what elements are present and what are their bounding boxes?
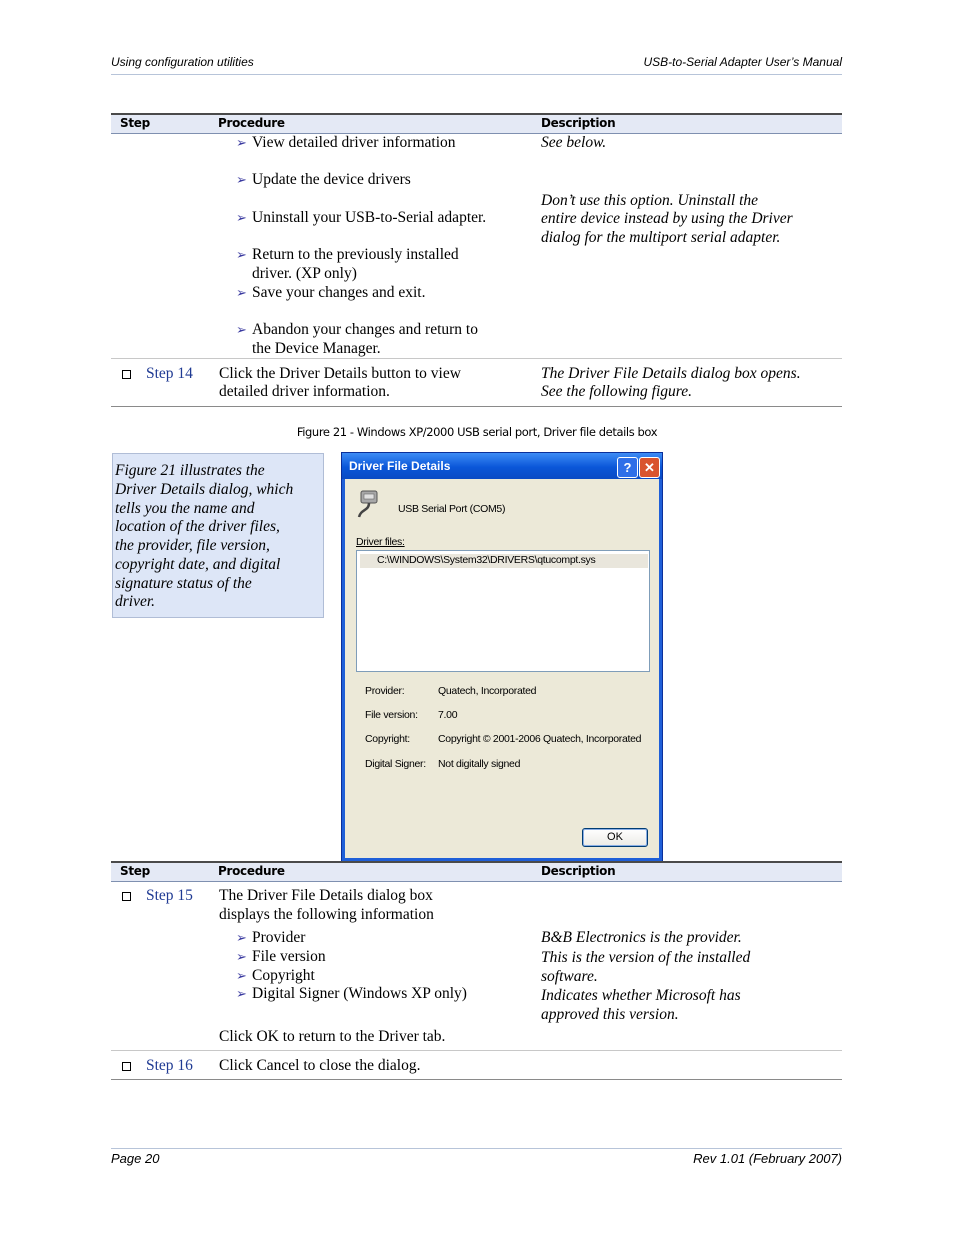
close-button[interactable]: ✕	[639, 457, 660, 478]
arrow-bullet-icon: ➢	[236, 322, 247, 337]
ok-button[interactable]: OK	[582, 828, 648, 847]
col-procedure: Procedure	[218, 116, 285, 130]
signer-label: Digital Signer:	[365, 758, 426, 770]
version-value: 7.00	[438, 709, 458, 721]
step-16-procedure: Click Cancel to close the dialog.	[219, 1057, 421, 1074]
dialog-title: Driver File Details	[349, 459, 451, 473]
step-15-label: Step 15	[146, 887, 193, 904]
sidebar-line: copyright date, and digital	[115, 556, 281, 573]
info-item: Copyright	[252, 967, 315, 984]
option-item: Save your changes and exit.	[252, 284, 426, 301]
revision-info: Rev 1.01 (February 2007)	[693, 1151, 842, 1166]
arrow-bullet-icon: ➢	[236, 135, 247, 150]
sidebar-line: Driver Details dialog, which	[115, 481, 294, 498]
driver-files-list[interactable]	[356, 550, 650, 672]
description-text: Don’t use this option. Uninstall the	[541, 192, 758, 209]
step-15-description: This is the version of the installed	[541, 949, 751, 966]
arrow-bullet-icon: ➢	[236, 247, 247, 262]
arrow-bullet-icon: ➢	[236, 210, 247, 225]
driver-file-details-dialog	[341, 452, 663, 862]
help-button[interactable]: ?	[617, 457, 638, 478]
arrow-bullet-icon: ➢	[236, 968, 247, 983]
step-14-label: Step 14	[146, 365, 193, 382]
col-description: Description	[541, 864, 616, 878]
step-15-procedure: The Driver File Details dialog box	[219, 887, 433, 904]
description-text: See below.	[541, 134, 607, 151]
sidebar-line: tells you the name and	[115, 500, 255, 517]
step-15-description: approved this version.	[541, 1006, 679, 1023]
step-14-description: See the following figure.	[541, 383, 692, 400]
info-item: File version	[252, 948, 326, 965]
signer-value: Not digitally signed	[438, 758, 521, 770]
driver-files-label: Driver files:	[356, 536, 405, 548]
option-item: Abandon your changes and return to	[252, 321, 478, 338]
sidebar-line: location of the driver files,	[115, 518, 280, 535]
running-header-right: USB-to-Serial Adapter User’s Manual	[643, 55, 842, 69]
info-item: Provider	[252, 929, 306, 946]
footer-rule	[111, 1148, 842, 1149]
step-14-procedure: Click the Driver Details button to view	[219, 365, 461, 382]
row-divider	[111, 358, 842, 359]
option-item: Update the device drivers	[252, 171, 411, 188]
header-rule	[111, 74, 842, 75]
step-15-description: B&B Electronics is the provider.	[541, 929, 742, 946]
checkbox-icon	[122, 370, 131, 379]
step-15-footer: Click OK to return to the Driver tab.	[219, 1028, 446, 1045]
row-divider	[111, 1050, 842, 1051]
step-15-description: software.	[541, 968, 598, 985]
sidebar-line: signature status of the	[115, 575, 252, 592]
option-item-cont: driver. (XP only)	[252, 265, 357, 282]
step-15-procedure: displays the following information	[219, 906, 434, 923]
table-bottom-rule	[111, 406, 842, 407]
checkbox-icon	[122, 1062, 131, 1071]
table-bottom-rule	[111, 1079, 842, 1080]
step-16-label: Step 16	[146, 1057, 193, 1074]
sidebar-line: driver.	[115, 593, 156, 610]
option-item: View detailed driver information	[252, 134, 456, 151]
option-item-cont: the Device Manager.	[252, 340, 381, 357]
step-15-description: Indicates whether Microsoft has	[541, 987, 741, 1004]
dialog-body	[345, 479, 659, 858]
checkbox-icon	[122, 892, 131, 901]
arrow-bullet-icon: ➢	[236, 986, 247, 1001]
serial-port-icon	[355, 489, 383, 521]
description-text: dialog for the multiport serial adapter.	[541, 229, 781, 246]
provider-value: Quatech, Incorporated	[438, 685, 537, 697]
arrow-bullet-icon: ➢	[236, 172, 247, 187]
option-item: Uninstall your USB-to-Serial adapter.	[252, 209, 487, 226]
sidebar-note	[112, 453, 324, 618]
option-item: Return to the previously installed	[252, 246, 459, 263]
copyright-label: Copyright:	[365, 733, 410, 745]
arrow-bullet-icon: ➢	[236, 949, 247, 964]
description-text: entire device instead by using the Driver	[541, 210, 793, 227]
running-header-left: Using configuration utilities	[111, 55, 254, 69]
arrow-bullet-icon: ➢	[236, 285, 247, 300]
col-step: Step	[120, 864, 150, 878]
dialog-title-bar	[342, 453, 662, 479]
driver-file-path: C:\WINDOWS\System32\DRIVERS\qtucompt.sys	[377, 554, 596, 566]
page-number: Page 20	[111, 1151, 160, 1166]
step-14-description: The Driver File Details dialog box opens.	[541, 365, 801, 382]
sidebar-line: the provider, file version,	[115, 537, 270, 554]
col-description: Description	[541, 116, 616, 130]
table-header	[111, 113, 842, 134]
step-14-procedure: detailed driver information.	[219, 383, 390, 400]
device-name: USB Serial Port (COM5)	[398, 503, 506, 515]
sidebar-line: Figure 21 illustrates the	[115, 462, 265, 479]
table-header	[111, 861, 842, 882]
copyright-value: Copyright © 2001-2006 Quatech, Incorporated	[438, 733, 642, 745]
figure-caption: Figure 21 - Windows XP/2000 USB serial port, Driver file details box	[296, 425, 658, 439]
provider-label: Provider:	[365, 685, 405, 697]
driver-file-row[interactable]	[360, 554, 648, 568]
arrow-bullet-icon: ➢	[236, 930, 247, 945]
col-step: Step	[120, 116, 150, 130]
info-item: Digital Signer (Windows XP only)	[252, 985, 467, 1002]
version-label: File version:	[365, 709, 418, 721]
col-procedure: Procedure	[218, 864, 285, 878]
